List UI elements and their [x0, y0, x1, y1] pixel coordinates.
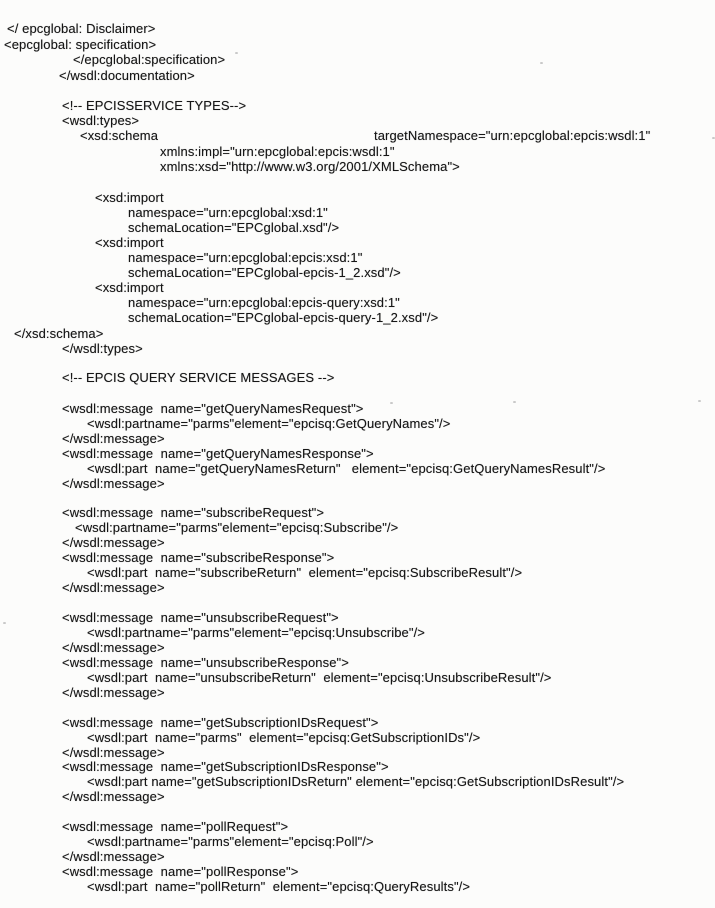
code-line-segment: <wsdl:message name="unsubscribeResponse"> [62, 655, 349, 670]
code-line-segment: <wsdl:message name="getSubscriptionIDsRequest"> [62, 715, 379, 730]
code-line-segment: schemaLocation="EPCglobal.xsd"/> [128, 220, 340, 235]
code-line-segment: </xsd:schema> [14, 326, 104, 341]
code-line-segment: <wsdl:partname="parms"element="epcisq:GetQueryNames"/> [87, 416, 451, 431]
scan-speck [235, 52, 238, 54]
code-line-segment: <wsdl:message name="unsubscribeRequest"> [62, 610, 339, 625]
scan-speck [390, 402, 393, 404]
code-line-segment: schemaLocation="EPCglobal-epcis-query-1_2.xsd"/> [128, 310, 439, 325]
code-line-segment: <wsdl:message name="subscribeRequest"> [62, 505, 325, 520]
code-line-segment: <wsdl:message name="getQueryNamesResponse"> [62, 446, 374, 461]
code-line-segment: <wsdl:part name="unsubscribeReturn" element="epcisq:UnsubscribeResult"/> [87, 670, 552, 685]
code-line-segment: </wsdl:documentation> [59, 68, 195, 83]
code-line-segment: </wsdl:types> [62, 341, 143, 356]
code-line-segment: <xsd:schema [80, 128, 159, 143]
code-line-segment: <wsdl:part name="getSubscriptionIDsReturn" element="epcisq:GetSubscriptionIDsResult"/> [87, 774, 625, 789]
code-line-segment: </wsdl:message> [62, 640, 165, 655]
code-line-segment: xmlns:impl="urn:epcglobal:epcis:wsdl:1" [160, 144, 395, 159]
scan-speck [513, 401, 516, 403]
code-line-segment: namespace="urn:epcglobal:xsd:1" [128, 205, 328, 220]
code-line-segment: <wsdl:partname="parms"element="epcisq:Unsubscribe"/> [87, 625, 425, 640]
code-line-segment: namespace="urn:epcglobal:epcis-query:xsd:1" [128, 295, 400, 310]
code-line-segment: xmlns:xsd="http://www.w3.org/2001/XMLSchema"> [160, 159, 460, 174]
code-line-segment: <wsdl:message name="pollResponse"> [62, 864, 299, 879]
code-line-segment: schemaLocation="EPCglobal-epcis-1_2.xsd"/> [128, 265, 401, 280]
code-line-segment: </epcglobal:specification> [73, 52, 226, 67]
scan-speck [3, 622, 6, 624]
code-line-segment: </wsdl:message> [62, 745, 165, 760]
code-line-segment: <wsdl:partname="parms"element="epcisq:Poll"/> [87, 834, 374, 849]
code-line-segment: <wsdl:partname="parms"element="epcisq:Subscribe"/> [75, 520, 399, 535]
code-line-segment: </wsdl:message> [62, 431, 165, 446]
code-line-segment: </ epcglobal: Disclaimer> [7, 21, 156, 36]
scan-speck [698, 400, 701, 402]
code-line-segment: <wsdl:message name="pollRequest"> [62, 819, 289, 834]
code-line-segment: <!-- EPCISSERVICE TYPES--> [62, 98, 247, 113]
code-line-segment: </wsdl:message> [62, 476, 165, 491]
code-line-segment: </wsdl:message> [62, 685, 165, 700]
code-line-segment: <!-- EPCIS QUERY SERVICE MESSAGES --> [62, 370, 335, 385]
code-line-segment: </wsdl:message> [62, 535, 165, 550]
code-line-segment: <wsdl:part name="parms" element="epcisq:GetSubscriptionIDs"/> [87, 730, 481, 745]
code-line-segment: namespace="urn:epcglobal:epcis:xsd:1" [128, 250, 363, 265]
code-line-segment: <wsdl:message name="getSubscriptionIDsResponse"> [62, 759, 389, 774]
code-line-segment: </wsdl:message> [62, 789, 165, 804]
scan-speck [540, 62, 543, 64]
code-line-segment: targetNamespace="urn:epcglobal:epcis:wsdl:1" [374, 128, 651, 143]
code-line-segment: <wsdl:message name="getQueryNamesRequest"> [62, 401, 364, 416]
code-line-segment: </wsdl:message> [62, 580, 165, 595]
code-line-segment: <xsd:import [95, 235, 164, 250]
code-line-segment: <epcglobal: specification> [4, 37, 157, 52]
code-line-segment: <wsdl:part name="pollReturn" element="epcisq:QueryResults"/> [87, 879, 471, 894]
code-line-segment: <wsdl:message name="subscribeResponse"> [62, 550, 335, 565]
code-line-segment: <wsdl:part name="getQueryNamesReturn" element="epcisq:GetQueryNamesResult"/> [87, 461, 606, 476]
code-line-segment: <xsd:import [95, 280, 164, 295]
code-line-segment: <wsdl:types> [62, 113, 140, 128]
code-line-segment: <xsd:import [95, 190, 164, 205]
code-line-segment: </wsdl:message> [62, 849, 165, 864]
code-line-segment: <wsdl:part name="subscribeReturn" element="epcisq:SubscribeResult"/> [87, 565, 523, 580]
